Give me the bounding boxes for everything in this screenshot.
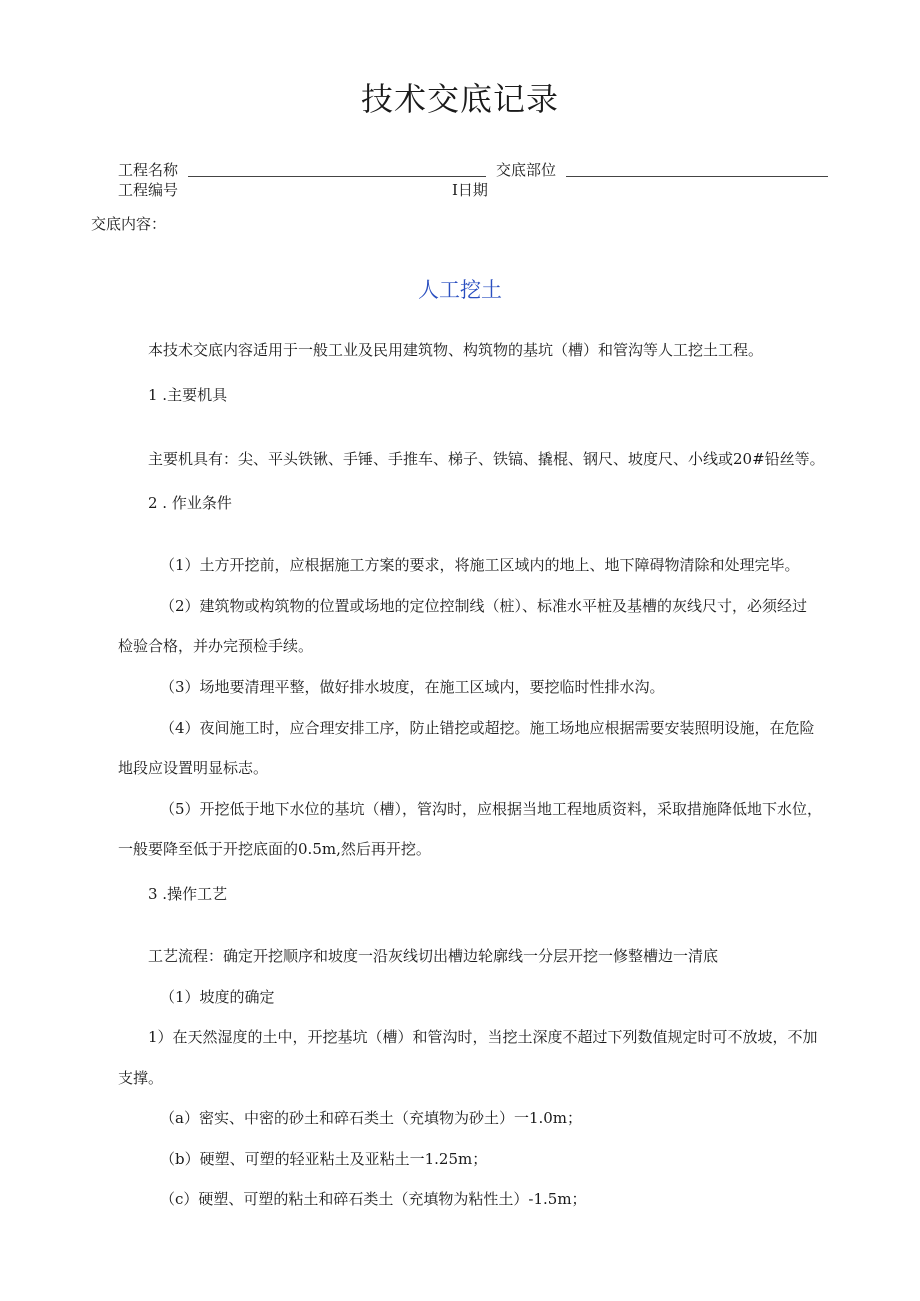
project-no-label: 工程编号 — [118, 181, 179, 199]
condition-5-line-1: （5）开挖低于地下水位的基坑（槽），管沟时，应根据当地工程地质资料，采取措施降低地下水位， — [160, 800, 823, 818]
condition-1: （1）土方开挖前，应根据施工方案的要求，将施工区域内的地上、地下障碍物清除和处理完毕。 — [160, 556, 800, 574]
slope-heading: （1）坡度的确定 — [160, 988, 275, 1006]
section-title: 人工挖土 — [418, 278, 502, 302]
slope-item-a: （a）密实、中密的砂土和碎石类土（充填物为砂土）一1.0m； — [160, 1109, 583, 1127]
heading-conditions: 2 . 作业条件 — [148, 494, 232, 512]
project-name-label: 工程名称 — [118, 161, 179, 179]
heading-tools: 1 .主要机具 — [148, 386, 228, 404]
process-flow: 工艺流程：确定开挖顺序和坡度一沿灰线切出槽边轮廓线一分层开挖一修整槽边一清底 — [148, 947, 719, 965]
slope-item-c: （c）硬塑、可塑的粘土和碎石类土（充填物为粘性土）-1.5m； — [160, 1190, 587, 1208]
document-title: 技术交底记录 — [360, 80, 559, 118]
condition-2-line-2: 检验合格，并办完预检手续。 — [118, 637, 314, 655]
content-label: 交底内容： — [91, 215, 167, 233]
location-underline — [566, 176, 828, 177]
slope-item-b: （b）硬塑、可塑的轻亚粘土及亚粘土一1.25m； — [160, 1150, 488, 1168]
date-label: I日期 — [452, 181, 488, 199]
condition-3: （3）场地要清理平整，做好排水坡度，在施工区域内，要挖临时性排水沟。 — [160, 678, 665, 696]
intro-paragraph: 本技术交底内容适用于一般工业及民用建筑物、构筑物的基坑（槽）和管沟等人工挖土工程。 — [148, 341, 764, 359]
condition-5-line-2: 一般要降至低于开挖底面的0.5m,然后再开挖。 — [118, 840, 431, 858]
condition-4-line-1: （4）夜间施工时，应合理安排工序，防止错挖或超挖。施工场地应根据需要安装照明设施，在危险 — [160, 719, 815, 737]
project-name-underline — [188, 176, 486, 177]
tools-paragraph: 主要机具有：尖、平头铁锹、手锤、手推车、梯子、铁镐、撬棍、钢尺、坡度尺、小线或20#铅丝等。 — [148, 450, 825, 468]
condition-2-line-1: （2）建筑物或构筑物的位置或场地的定位控制线（桩）、标准水平桩及基槽的灰线尺寸，必须经过 — [160, 597, 808, 615]
slope-rule-line-2: 支撑。 — [118, 1069, 164, 1087]
condition-4-line-2: 地段应设置明显标志。 — [118, 759, 269, 777]
heading-process: 3 .操作工艺 — [148, 885, 228, 903]
location-label: 交底部位 — [496, 161, 557, 179]
slope-rule-line-1: 1）在天然湿度的土中，开挖基坑（槽）和管沟时，当挖土深度不超过下列数值规定时可不放坡，不加 — [148, 1028, 818, 1046]
